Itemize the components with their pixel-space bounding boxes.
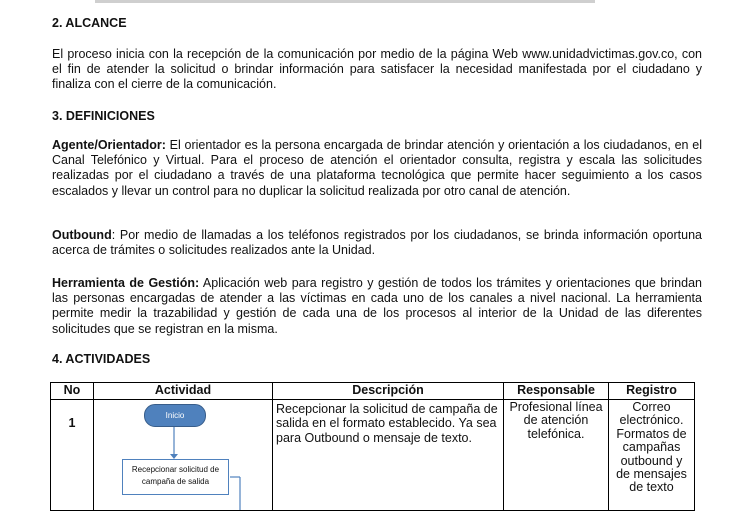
col-header-no: No — [51, 383, 94, 400]
record-text: Correo electrónico. Formatos de campañas outbound y de mensajes de texto — [616, 400, 687, 495]
definition-agente — [52, 138, 702, 199]
definition-herramienta — [52, 276, 702, 337]
section-heading-actividades: 4. ACTIVIDADES — [52, 352, 151, 366]
record-cell — [609, 400, 695, 511]
row-number — [51, 400, 94, 511]
definition-text: El orientador es la persona encargada de brindar atención y orientación a los ciudadanos, en el Canal Telefónico y Virtual. Para el proceso de atención el orientador consulta, registra y escala las solicitudes realizadas por el ciudadano a través de una plataforma tecnológica que permite hacer seguimiento a los casos escalados y llevar un control para no duplicar la solicitud realizada por otro canal de atención. — [52, 138, 702, 198]
section-heading-alcance: 2. ALCANCE — [52, 16, 127, 30]
responsible-cell — [504, 400, 609, 511]
table-header-row — [51, 383, 695, 400]
col-header-descripcion: Descripción — [273, 383, 504, 400]
flow-start-terminator: Inicio — [144, 404, 206, 427]
section-heading-definiciones: 3. DEFINICIONES — [52, 109, 155, 123]
definition-term: Agente/Orientador: — [52, 138, 166, 152]
table-row — [51, 400, 695, 511]
definition-term: Outbound — [52, 228, 112, 242]
definition-text: : Por medio de llamadas a los teléfonos registrados por los ciudadanos, se brinda información oportuna acerca de trámites o solicitudes realizados ante la Unidad. — [52, 228, 702, 258]
definition-text: Aplicación web para registro y gestión de todos los trámites y orientaciones que brindan las personas encargadas de atender a las víctimas en cada uno de los canales a nivel nacional. La herramienta permite medir la trazabilidad y gestión de cada una de los procesos al interior de la Unidad de las diferentes solicitudes que se registran en la misma. — [52, 276, 702, 336]
flowchart — [94, 400, 272, 510]
top-rule — [95, 0, 595, 3]
col-header-responsable: Responsable — [504, 383, 609, 400]
col-header-registro: Registro — [609, 383, 695, 400]
activities-table — [50, 382, 695, 511]
responsible-text: Profesional línea de atención telefónica. — [509, 400, 603, 441]
definition-outbound — [52, 228, 702, 258]
flow-step-box: Recepcionar solicitud de campaña de salida — [122, 459, 229, 495]
col-header-actividad: Actividad — [94, 383, 273, 400]
alcance-paragraph: El proceso inicia con la recepción de la comunicación por medio de la página Web www.unidadvictimas.gov.co, con el fin de atender la solicitud o brindar información para satisfacer la necesidad manifestada por el ciudadano y finaliza con el cierre de la comunicación. — [52, 47, 702, 92]
activity-flow-cell — [94, 400, 273, 511]
row-number-text: 1 — [68, 416, 76, 430]
description-text: Recepcionar la solicitud de campaña de salida en el formato establecido. Ya sea para Outbound o mensaje de texto. — [276, 402, 498, 445]
description-cell — [273, 400, 504, 511]
definition-term: Herramienta de Gestión: — [52, 276, 200, 290]
